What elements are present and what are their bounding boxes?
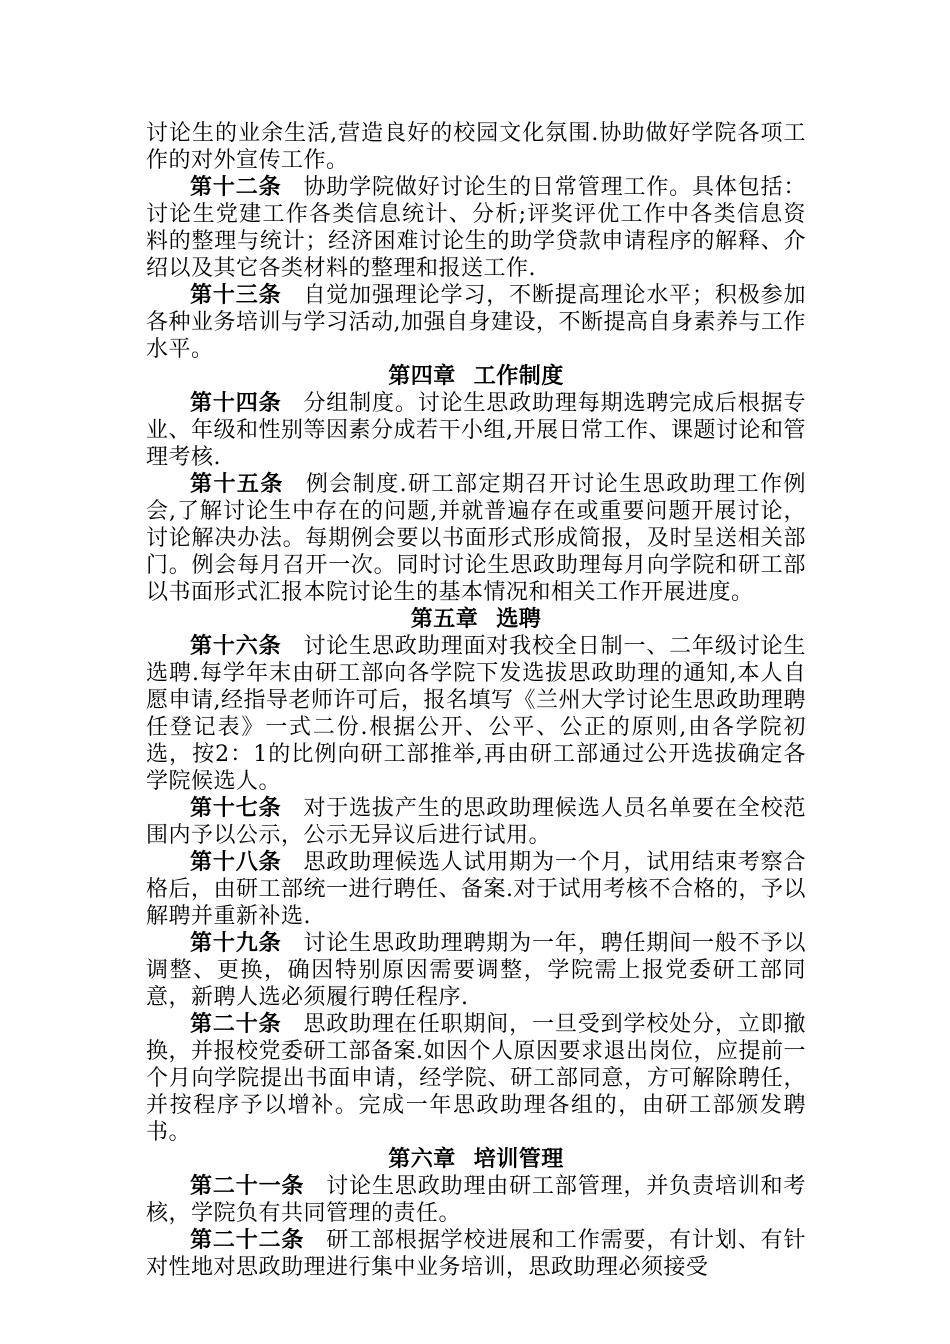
- chapter-title: 工作制度: [473, 363, 564, 389]
- article-number: 第二十条: [190, 1011, 282, 1037]
- article-22: [146, 1227, 806, 1281]
- article-21: [146, 1173, 806, 1227]
- article-text: 例会制度.研工部定期召开讨论生思政助理工作例会,了解讨论生中存在的问题,并就普遍存在或重要问题开展讨论，讨论解决办法。每期例会要以书面形式形成简报，及时呈送相关部门。例会每月召开一次。同时讨论生思政助理每月向学院和研工部以书面形式汇报本院讨论生的基本情况和相关工作开展进度。: [146, 472, 806, 605]
- article-number: 第十三条: [190, 282, 282, 308]
- article-text: 思政助理候选人试用期为一个月，试用结束考察合格后，由研工部统一进行聘任、备案.对于试用考核不合格的，予以解聘并重新补选.: [146, 850, 806, 929]
- chapter-4-heading: [146, 363, 806, 390]
- article-number: 第二十二条: [190, 1227, 305, 1253]
- article-text: 讨论生思政助理聘期为一年，聘任期间一般不予以调整、更换，确因特别原因需要调整，学院需上报党委研工部同意，新聘人选必须履行聘任程序.: [146, 931, 806, 1010]
- chapter-title: 选聘: [496, 606, 542, 632]
- document-page: [146, 120, 806, 1281]
- article-16: [146, 633, 806, 795]
- article-13: [146, 282, 806, 363]
- article-number: 第十九条: [190, 930, 282, 956]
- article-14: [146, 390, 806, 471]
- article-text: 自觉加强理论学习，不断提高理论水平；积极参加各种业务培训与学习活动,加强自身建设，不断提高自身素养与工作水平。: [146, 283, 806, 362]
- article-number: 第十六条: [190, 633, 282, 659]
- chapter-title: 培训管理: [473, 1146, 564, 1172]
- chapter-number: 第五章: [410, 606, 479, 632]
- article-text: 思政助理在任职期间，一旦受到学校处分，立即撤换，并报校党委研工部备案.如因个人原因要求退出岗位，应提前一个月向学院提出书面申请，经学院、研工部同意，方可解除聘任，并按程序予以增补。完成一年思政助理各组的，由研工部颁发聘书。: [146, 1012, 806, 1145]
- article-number: 第十二条: [190, 174, 282, 200]
- article-number: 第二十一条: [190, 1173, 305, 1199]
- article-number: 第十五条: [190, 471, 284, 497]
- article-number: 第十八条: [190, 849, 282, 875]
- chapter-number: 第四章: [388, 363, 456, 389]
- article-20: [146, 1011, 806, 1146]
- article-number: 第十七条: [190, 795, 282, 821]
- article-text: 协助学院做好讨论生的日常管理工作。具体包括：讨论生党建工作各类信息统计、分析;评奖评优工作中各类信息资料的整理与统计；经济困难讨论生的助学贷款申请程序的解释、介绍以及其它各类材料的整理和报送工作.: [146, 175, 806, 281]
- article-text: 对于选拔产生的思政助理候选人员名单要在全校范围内予以公示，公示无异议后进行试用。: [146, 796, 806, 848]
- article-12: [146, 174, 806, 282]
- chapter-number: 第六章: [388, 1146, 456, 1172]
- article-text: 研工部根据学校进展和工作需要，有计划、有针对性地对思政助理进行集中业务培训，思政助理必须接受: [146, 1228, 806, 1280]
- chapter-6-heading: [146, 1146, 806, 1173]
- paragraph-text: 讨论生的业余生活,营造良好的校园文化氛围.协助做好学院各项工作的对外宣传工作。: [146, 121, 806, 173]
- article-15: [146, 471, 806, 606]
- article-17: [146, 795, 806, 849]
- article-18: [146, 849, 806, 930]
- article-text: 分组制度。讨论生思政助理每期选聘完成后根据专业、年级和性别等因素分成若干小组,开展日常工作、课题讨论和管理考核.: [146, 391, 806, 470]
- article-19: [146, 930, 806, 1011]
- article-text: 讨论生思政助理由研工部管理，并负责培训和考核，学院负有共同管理的责任。: [146, 1174, 806, 1226]
- chapter-5-heading: [146, 606, 806, 633]
- article-text: 讨论生思政助理面对我校全日制一、二年级讨论生选聘.每学年末由研工部向各学院下发选拔思政助理的通知,本人自愿申请,经指导老师许可后，报名填写《兰州大学讨论生思政助理聘任登记表》一式二份.根据公开、公平、公正的原则,由各学院初选，按2：1的比例向研工部推举,再由研工部通过公开选拔确定各学院候选人。: [146, 634, 806, 794]
- article-number: 第十四条: [190, 390, 282, 416]
- paragraph-continuation: [146, 120, 806, 174]
